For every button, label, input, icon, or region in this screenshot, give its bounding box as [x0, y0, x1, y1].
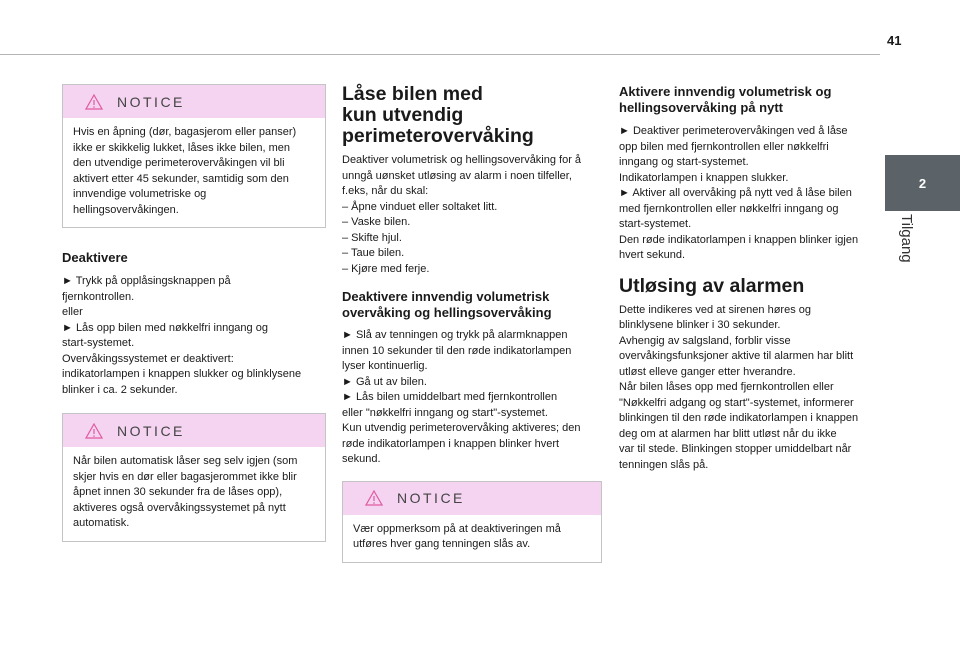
- page-number: 41: [887, 33, 902, 48]
- chapter-tab[interactable]: [885, 155, 960, 211]
- column-1: [62, 84, 326, 542]
- text-line: deg om at alarmen har blitt utløst når du ikke: [619, 427, 837, 440]
- heading-line: hellingsovervåking på nytt: [619, 100, 783, 115]
- text-line: eller "nøkkelfri inngang og start"-systemet.: [342, 406, 548, 419]
- notice-box: [62, 84, 326, 228]
- column-2: [342, 84, 602, 563]
- text-line: unngå uønsket utløsing av alarm i noen tilfeller,: [342, 169, 572, 182]
- heading-line: Aktivere innvendig volumetrisk og: [619, 84, 832, 99]
- notice-header: [63, 414, 325, 447]
- notice-body: [343, 515, 601, 562]
- section-text: [619, 303, 881, 474]
- text-line: start-systemet.: [62, 337, 135, 349]
- header-rule: [0, 54, 880, 55]
- text-line: overvåkingsfunksjoner aktive til alarmen har blitt: [619, 350, 854, 362]
- text-line: tenningen slås på.: [619, 458, 709, 471]
- text-line: hellingsovervåkingen.: [73, 203, 179, 216]
- title-line: kun utvendig: [342, 104, 464, 126]
- text-line: inngang og start-systemet.: [619, 156, 749, 168]
- text-line: "Nøkkelfri adgang og start"-systemet, informerer: [619, 396, 854, 409]
- title-line: perimeterovervåking: [342, 125, 534, 147]
- title-line: Låse bilen med: [342, 83, 483, 105]
- text-line: blinklysene blinker i 30 sekunder.: [619, 319, 781, 331]
- warning-icon: [85, 94, 103, 110]
- text-line: start-systemet.: [619, 218, 692, 230]
- text-line: opp bilen med fjernkontrollen eller nøkkelfri: [619, 140, 829, 153]
- text-line: Overvåkingssystemet er deaktivert:: [62, 352, 234, 365]
- text-line: utføres hver gang tenningen slås av.: [353, 538, 531, 550]
- notice-body: [63, 118, 325, 227]
- text-line: sekund.: [342, 453, 381, 465]
- section-heading: [619, 84, 881, 116]
- text-line: – Kjøre med ferje.: [342, 262, 430, 275]
- text-line: åpnet innen 30 sekunder fra de låses opp),: [73, 486, 283, 498]
- text-line: Hvis en åpning (dør, bagasjerom eller panser): [73, 126, 297, 138]
- text-line: – Åpne vinduet eller soltaket litt.: [342, 200, 498, 213]
- text-line: – Skifte hjul.: [342, 231, 402, 244]
- heading-line: overvåking og hellingsovervåking: [342, 305, 552, 320]
- text-line: Når bilen automatisk låser seg selv igjen (som: [73, 455, 298, 467]
- notice-body: [63, 447, 325, 541]
- text-line: aktiveres også overvåkingssystemet på nytt: [73, 501, 286, 514]
- notice-title: NOTICE: [117, 93, 185, 110]
- chapter-number: 2: [918, 175, 927, 191]
- text-line: Dette indikeres ved at sirenen høres og: [619, 303, 811, 316]
- text-line: med fjernkontrollen eller nøkkelfri inngang og: [619, 202, 839, 215]
- intro-text: [342, 153, 602, 277]
- notice-box: [62, 413, 326, 542]
- column-3: [619, 84, 881, 473]
- text-line: Deaktiver volumetrisk og hellingsovervåking for å: [342, 154, 582, 166]
- heading-line: Deaktivere innvendig volumetrisk: [342, 289, 550, 304]
- text-line: aktivert etter 45 sekunder, samtidig som den: [73, 172, 289, 185]
- text-line: skjer hvis en dør eller bagasjerommet ikke blir: [73, 470, 297, 483]
- text-line: ► Lås opp bilen med nøkkelfri inngang og: [62, 321, 268, 334]
- warning-icon: [365, 490, 383, 506]
- text-line: ► Lås bilen umiddelbart med fjernkontrollen: [342, 391, 558, 403]
- warning-icon: [85, 423, 103, 439]
- notice-header: [343, 482, 601, 515]
- text-line: den utvendige perimeterovervåkingen vil bli: [73, 157, 285, 169]
- section-title: Utløsing av alarmen: [619, 274, 805, 297]
- text-line: fjernkontrollen.: [62, 290, 135, 303]
- text-line: røde indikatorlampen i knappen blinker hvert: [342, 437, 560, 450]
- text-line: indikatorlampen i knappen slukker og blinklysene: [62, 368, 302, 380]
- text-line: innvendige volumetriske og: [73, 188, 207, 200]
- text-line: lyser kontinuerlig.: [342, 360, 428, 372]
- text-line: ► Gå ut av bilen.: [342, 375, 427, 388]
- text-line: ► Deaktiver perimeterovervåkingen ved å låse: [619, 125, 848, 137]
- section-heading: [342, 289, 602, 321]
- text-line: hvert sekund.: [619, 249, 686, 261]
- section-text: [619, 124, 881, 264]
- text-line: utløst elleve ganger etter hverandre.: [619, 365, 796, 378]
- text-line: Den røde indikatorlampen i knappen blinker igjen: [619, 233, 859, 246]
- text-line: ► Aktiver all overvåking på nytt ved å låse bilen: [619, 187, 852, 199]
- text-line: var til stede. Blinkingen stopper umiddelbart når: [619, 443, 852, 455]
- section-text: [342, 328, 602, 468]
- chapter-label: Tilgang: [898, 214, 915, 263]
- notice-title: NOTICE: [397, 490, 465, 506]
- text-line: eller: [62, 306, 83, 318]
- text-line: blinkingen til den røde indikatorlampen i knappen: [619, 412, 859, 424]
- notice-title: NOTICE: [117, 422, 185, 439]
- page-title: [342, 84, 602, 147]
- notice-box: [342, 481, 602, 563]
- text-line: Indikatorlampen i knappen slukker.: [619, 171, 789, 184]
- notice-header: [63, 85, 325, 118]
- text-line: Vær oppmerksom på at deaktiveringen må: [353, 522, 561, 535]
- text-line: Avhengig av salgsland, forblir visse: [619, 334, 791, 347]
- text-line: innen 10 sekunder til den røde indikatorlampen: [342, 344, 572, 357]
- section-heading: Deaktivere: [62, 250, 128, 265]
- section-text: [62, 274, 326, 398]
- text-line: ► Slå av tenningen og trykk på alarmknappen: [342, 329, 568, 341]
- text-line: f.eks, når du skal:: [342, 185, 429, 197]
- text-line: blinker i ca. 2 sekunder.: [62, 383, 178, 396]
- text-line: Kun utvendig perimeterovervåking aktiveres; den: [342, 422, 581, 434]
- text-line: ► Trykk på opplåsingsknappen på: [62, 275, 231, 287]
- text-line: – Vaske bilen.: [342, 216, 411, 228]
- text-line: ikke er skikkelig lukket, låses ikke bilen, men: [73, 141, 291, 154]
- text-line: Når bilen låses opp med fjernkontrollen eller: [619, 381, 834, 393]
- text-line: automatisk.: [73, 517, 130, 529]
- text-line: – Taue bilen.: [342, 247, 405, 259]
